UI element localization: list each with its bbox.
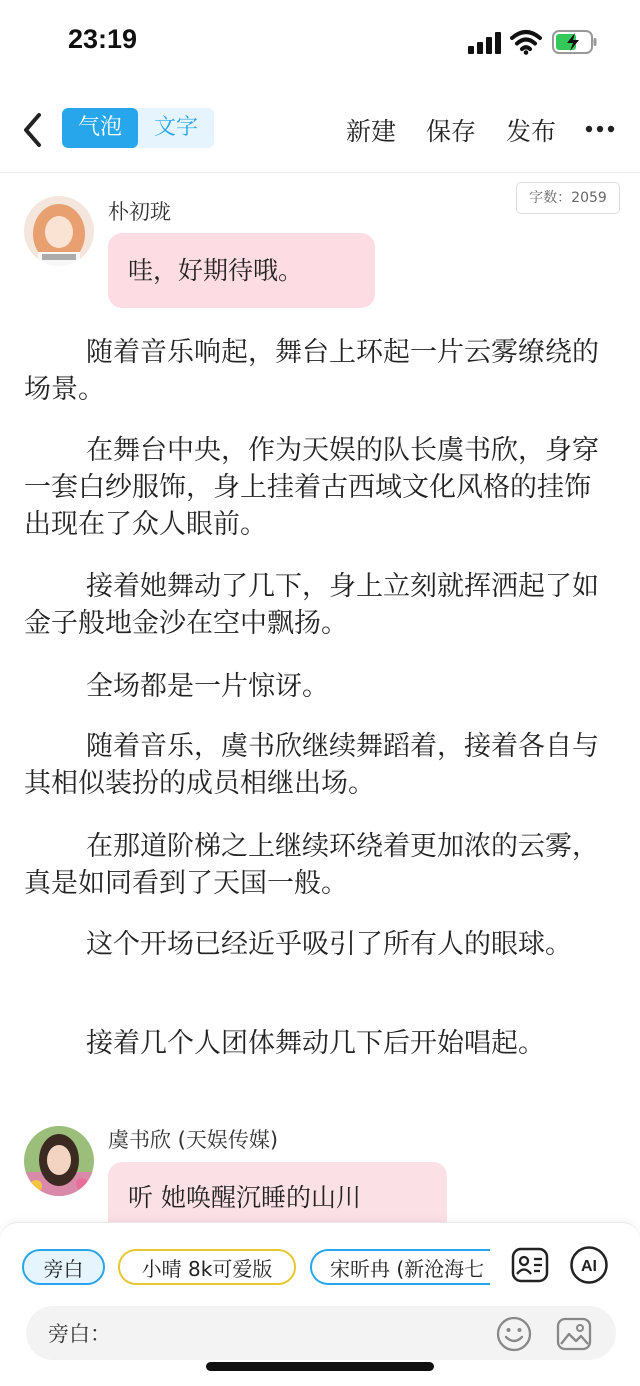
narration-paragraph: 这个开场已经近乎吸引了所有人的眼球。 <box>86 929 572 960</box>
message-input[interactable] <box>112 1316 506 1352</box>
new-button[interactable]: 新建 <box>346 117 397 146</box>
contact-card-icon[interactable] <box>510 1245 550 1285</box>
sender-name: 虞书欣 (天娱传媒) <box>108 1128 279 1152</box>
avatar[interactable] <box>24 196 94 266</box>
nav-bar <box>0 96 640 166</box>
narration-paragraph: 随着音乐响起，舞台上环起一片云雾缭绕的场景。 <box>24 337 599 405</box>
message-input-bar <box>26 1306 616 1360</box>
narration-paragraph: 接着她舞动了几下，身上立刻就挥洒起了如金子般地金沙在空中飘扬。 <box>24 571 599 639</box>
speaker-chip-narrator[interactable]: 旁白 <box>22 1249 105 1285</box>
signal-icon <box>468 32 502 54</box>
narration-paragraph: 在舞台中央，作为天娱的队长虞书欣，身穿一套白纱服饰，身上挂着古西域文化风格的挂饰出现在了众人眼前。 <box>24 435 599 540</box>
avatar-portrait-icon <box>24 196 94 266</box>
chat-bubble[interactable]: 哇，好期待哦。 <box>108 233 375 308</box>
svg-text:AI: AI <box>581 1258 597 1275</box>
ai-icon[interactable] <box>569 1245 609 1285</box>
narration-paragraph: 接着几个人团体舞动几下后开始唱起。 <box>86 1028 545 1059</box>
chat-bubble[interactable]: 听 她唤醒沉睡的山川 <box>108 1162 447 1222</box>
back-chevron-icon[interactable] <box>18 110 48 150</box>
more-icon[interactable] <box>585 114 615 144</box>
speaker-chip-character[interactable]: 宋昕冉 (新沧海七 <box>310 1249 490 1285</box>
status-bar <box>0 0 640 86</box>
input-speaker-prefix: 旁白： <box>48 1322 111 1346</box>
publish-button[interactable]: 发布 <box>506 117 557 146</box>
tab-bubble[interactable]: 气泡 <box>62 108 138 148</box>
sender-name: 朴初珑 <box>108 200 171 224</box>
mode-segmented-control <box>62 108 214 148</box>
wifi-icon <box>510 29 542 55</box>
narration-paragraph: 随着音乐，虞书欣继续舞蹈着，接着各自与其相似装扮的成员相继出场。 <box>24 731 599 799</box>
status-time: 23:19 <box>68 24 138 54</box>
battery-charging-icon <box>552 30 598 54</box>
home-indicator <box>206 1362 434 1371</box>
narration-paragraph: 在那道阶梯之上继续环绕着更加浓的云雾，真是如同看到了天国一般。 <box>24 831 599 899</box>
tab-text[interactable]: 文字 <box>153 115 198 140</box>
image-icon[interactable] <box>556 1316 592 1352</box>
nav-divider <box>0 172 640 173</box>
narration-paragraph: 全场都是一片惊讶。 <box>86 671 329 702</box>
avatar-portrait-icon <box>24 1126 94 1196</box>
word-count-badge: 字数：2059 <box>516 182 620 214</box>
avatar[interactable] <box>24 1126 94 1196</box>
save-button[interactable]: 保存 <box>426 117 477 146</box>
emoji-icon[interactable] <box>496 1316 532 1352</box>
speaker-chip-character[interactable]: 小晴 8k可爱版 <box>118 1249 296 1285</box>
